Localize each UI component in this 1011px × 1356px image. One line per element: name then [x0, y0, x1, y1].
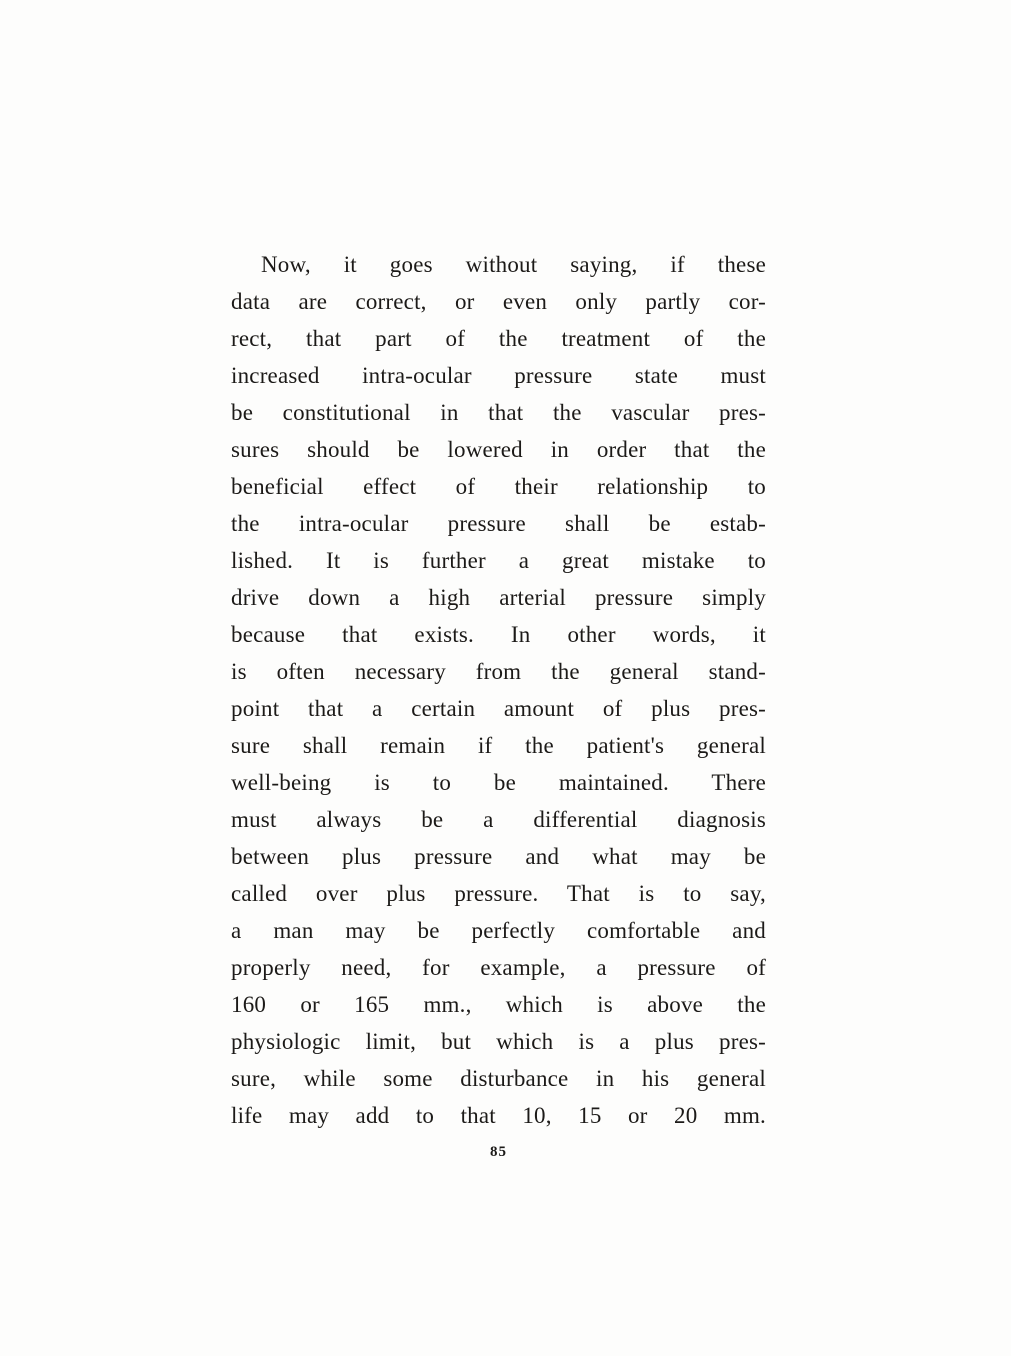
text-line: the intra-ocular pressure shall be estab- — [231, 511, 766, 536]
paragraph-text-block — [231, 246, 766, 1134]
text-line: 160 or 165 mm., which is above the — [231, 992, 766, 1017]
text-line: a man may be perfectly comfortable and — [231, 918, 766, 943]
text-line: increased intra-ocular pressure state must — [231, 363, 766, 388]
text-line: sure shall remain if the patient's general — [231, 733, 766, 758]
page-number: 85 — [490, 1144, 507, 1160]
text-line: properly need, for example, a pressure of — [231, 955, 766, 980]
text-line: between plus pressure and what may be — [231, 844, 766, 869]
text-line: life may add to that 10, 15 or 20 mm. — [231, 1103, 766, 1128]
text-line: drive down a high arterial pressure simply — [231, 585, 766, 610]
text-line: beneficial effect of their relationship to — [231, 474, 766, 499]
text-line: lished. It is further a great mistake to — [231, 548, 766, 573]
text-line: called over plus pressure. That is to say, — [231, 881, 766, 906]
text-line: point that a certain amount of plus pres- — [231, 696, 766, 721]
text-line: be constitutional in that the vascular pres- — [231, 400, 766, 425]
text-line: physiologic limit, but which is a plus pres- — [231, 1029, 766, 1054]
text-line: is often necessary from the general stand- — [231, 659, 766, 684]
text-line: well-being is to be maintained. There — [231, 770, 766, 795]
text-line: sures should be lowered in order that the — [231, 437, 766, 462]
text-line: rect, that part of the treatment of the — [231, 326, 766, 351]
text-line: Now, it goes without saying, if these — [261, 252, 766, 277]
text-line: sure, while some disturbance in his general — [231, 1066, 766, 1091]
text-line: because that exists. In other words, it — [231, 622, 766, 647]
text-line: must always be a differential diagnosis — [231, 807, 766, 832]
text-line: data are correct, or even only partly cor- — [231, 289, 766, 314]
